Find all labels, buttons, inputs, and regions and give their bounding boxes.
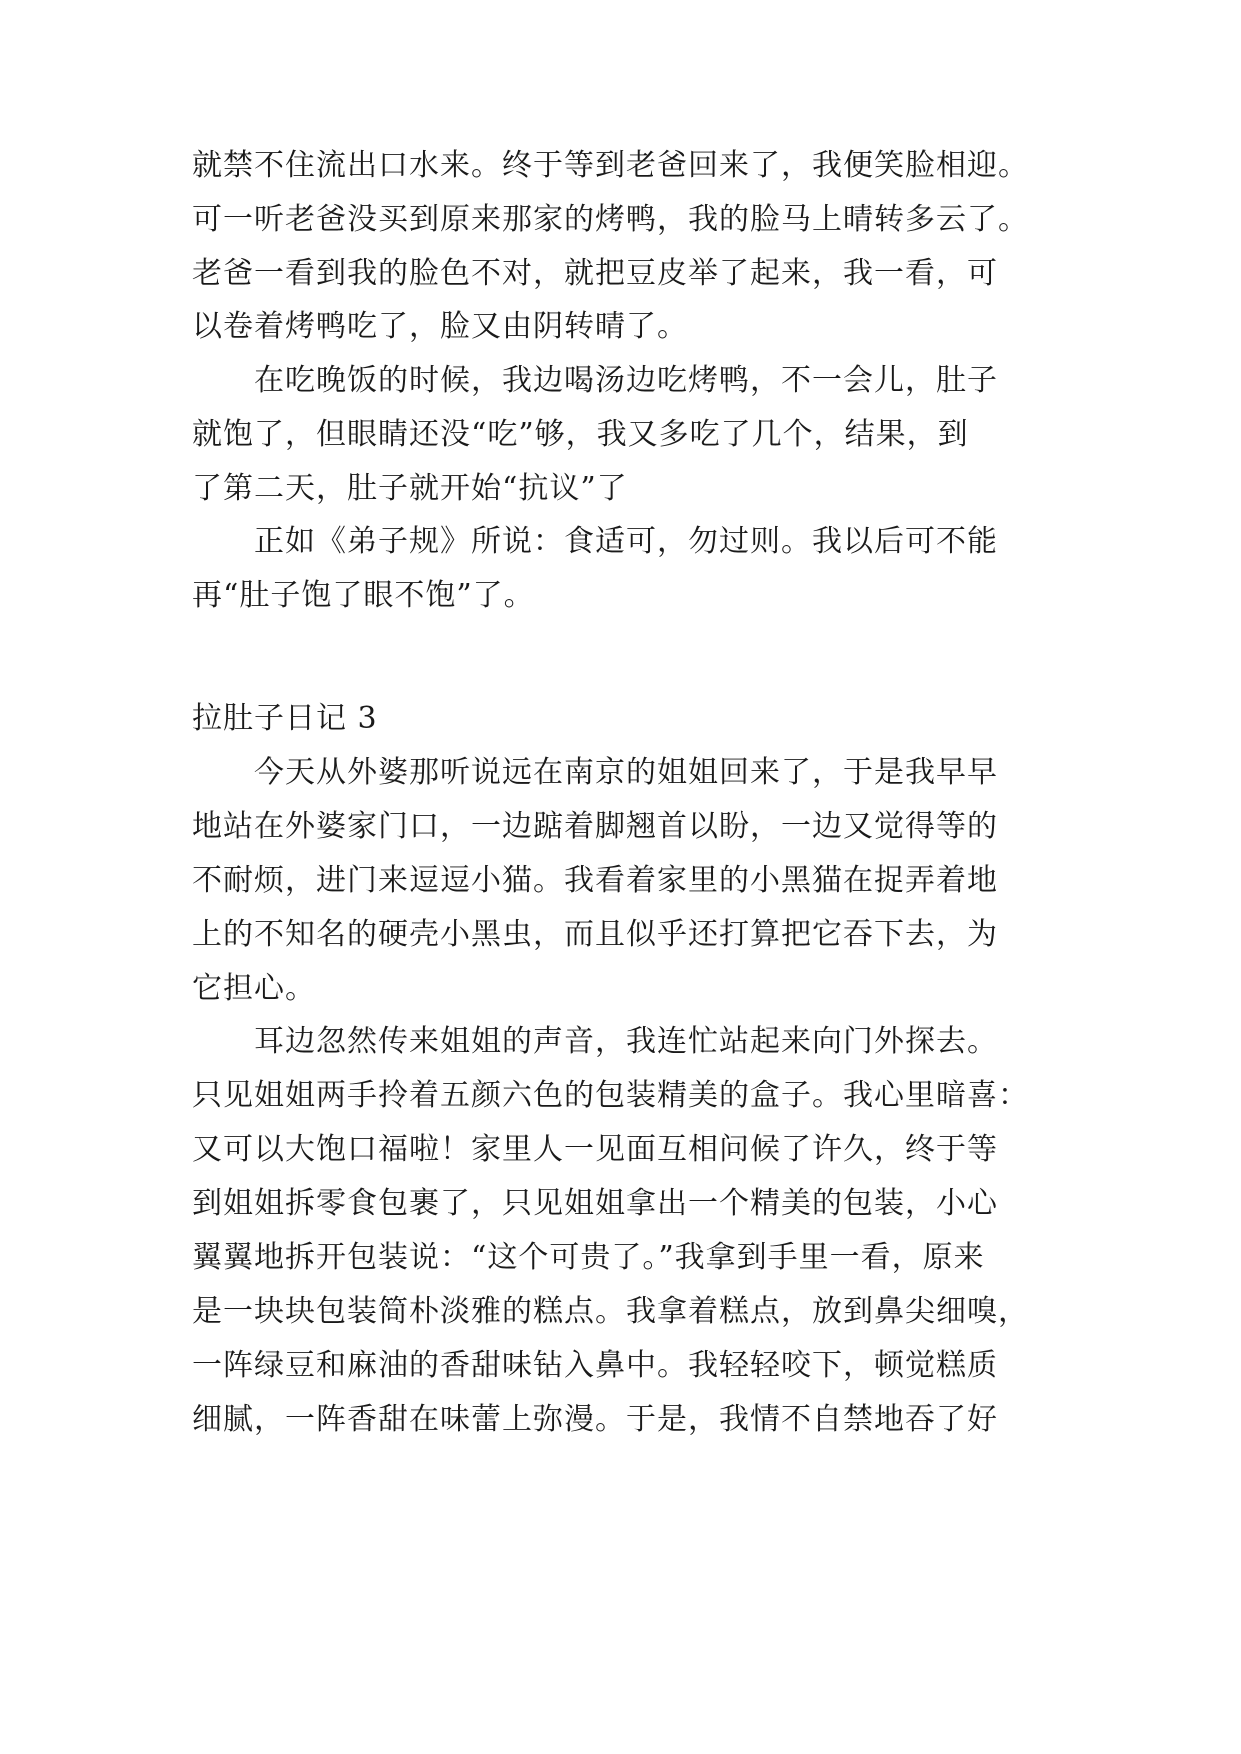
paragraph-line: 只见姐姐两手拎着五颜六色的包装精美的盒子。我心里暗喜： — [192, 1078, 1029, 1113]
paragraph-line: 细腻，一阵香甜在味蕾上弥漫。于是，我情不自禁地吞了好 — [192, 1402, 998, 1437]
paragraph-line: 不耐烦，进门来逗逗小猫。我看着家里的小黑猫在捉弄着地 — [192, 863, 998, 898]
paragraph-line: 它担心。 — [192, 971, 316, 1006]
paragraph-line: 又可以大饱口福啦！家里人一见面互相问候了许久，终于等 — [192, 1132, 998, 1167]
section-title: 拉肚子日记 3 — [192, 701, 378, 736]
paragraph-line: 了第二天，肚子就开始“抗议”了 — [192, 471, 628, 506]
paragraph-line: 一阵绿豆和麻油的香甜味钻入鼻中。我轻轻咬下，顿觉糕质 — [192, 1348, 998, 1383]
paragraph-line: 以卷着烤鸭吃了，脸又由阴转晴了。 — [192, 309, 688, 344]
paragraph-line: 就禁不住流出口水来。终于等到老爸回来了，我便笑脸相迎。 — [192, 148, 1029, 183]
paragraph-line: 今天从外婆那听说远在南京的姐姐回来了，于是我早早 — [254, 755, 998, 790]
paragraph-line: 在吃晚饭的时候，我边喝汤边吃烤鸭，不一会儿，肚子 — [254, 363, 998, 398]
paragraph-line: 地站在外婆家门口，一边踮着脚翘首以盼，一边又觉得等的 — [192, 809, 998, 844]
paragraph-line: 到姐姐拆零食包裹了，只见姐姐拿出一个精美的包装，小心 — [192, 1186, 998, 1221]
paragraph-line: 正如《弟子规》所说：食适可，勿过则。我以后可不能 — [254, 524, 998, 559]
paragraph-line: 可一听老爸没买到原来那家的烤鸭，我的脸马上晴转多云了。 — [192, 202, 1029, 237]
paragraph-line: 再“肚子饱了眼不饱”了。 — [192, 578, 535, 613]
paragraph-line: 是一块块包装简朴淡雅的糕点。我拿着糕点，放到鼻尖细嗅， — [192, 1294, 1029, 1329]
paragraph-line: 老爸一看到我的脸色不对，就把豆皮举了起来，我一看，可 — [192, 256, 998, 291]
paragraph-line: 耳边忽然传来姐姐的声音，我连忙站起来向门外探去。 — [254, 1024, 998, 1059]
paragraph-line: 翼翼地拆开包装说：“这个可贵了。”我拿到手里一看，原来 — [192, 1240, 985, 1275]
paragraph-line: 就饱了，但眼睛还没“吃”够，我又多吃了几个，结果，到 — [192, 417, 969, 452]
paragraph-line: 上的不知名的硬壳小黑虫，而且似乎还打算把它吞下去，为 — [192, 917, 998, 952]
